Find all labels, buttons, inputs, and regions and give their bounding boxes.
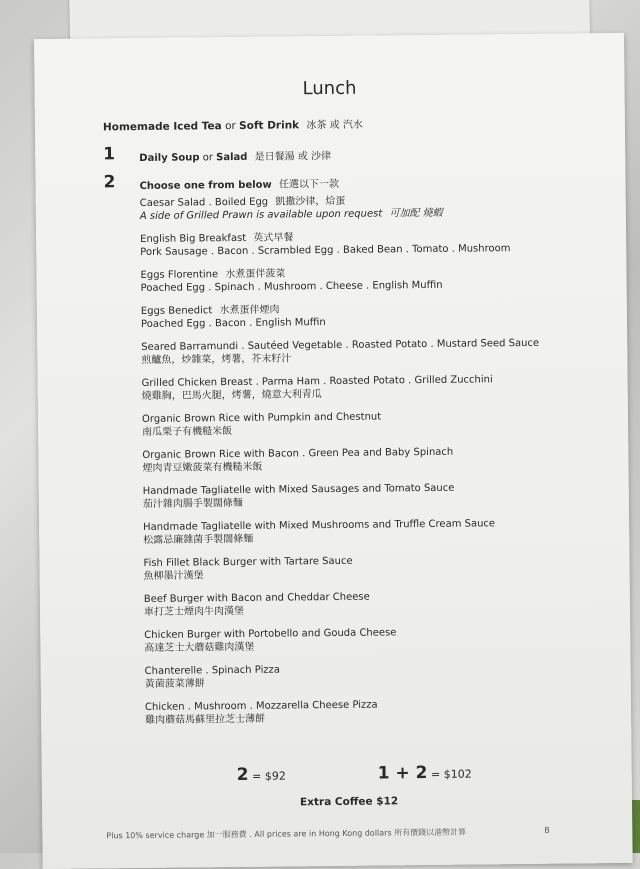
set-1-2-label: 1 + 2 bbox=[377, 763, 428, 784]
item-name: English Big Breakfast bbox=[140, 232, 247, 245]
item-zh: 雞肉蘑菇馬蘇里拉芝士薄餅 bbox=[145, 713, 266, 726]
set-2-label: 2 bbox=[236, 764, 249, 786]
item-name: Chicken Burger with Portobello and Gouda Cheese bbox=[144, 627, 397, 641]
drinks-option-1: Homemade Iced Tea bbox=[102, 120, 222, 134]
menu-item bbox=[144, 625, 584, 655]
item-zh: 茄汁雜肉腸手製闊條麵 bbox=[142, 497, 243, 510]
item-zh: 南瓜栗子有機糙米飯 bbox=[142, 425, 233, 438]
course-1-line bbox=[139, 147, 331, 164]
course-2-zh: 任選以下一款 bbox=[278, 178, 340, 191]
item-note: A side of Grilled Prawn is available upon request bbox=[139, 207, 383, 222]
item-name: Seared Barramundi . Sautéed Vegetable . Roasted Potato . Mustard Seed Sauce bbox=[141, 337, 540, 353]
menu-item bbox=[142, 445, 582, 475]
item-zh: 煎鱸魚，炒雜菜，烤薯，芥末籽汁 bbox=[141, 352, 292, 366]
menu-item bbox=[141, 301, 581, 331]
item-name: Fish Fillet Black Burger with Tartare Sauce bbox=[143, 555, 353, 569]
page-mark: B bbox=[544, 825, 550, 835]
menu-item bbox=[145, 661, 585, 691]
item-name: Organic Brown Rice with Bacon . Green Pea and Baby Spinach bbox=[142, 446, 454, 461]
footer-note: Plus 10% service charge 加一服務費 . All prices are in Hong Kong dollars 所有價錢以港幣計算 bbox=[106, 827, 467, 841]
course-1-number: 1 bbox=[103, 144, 116, 165]
set-2-amount: = $92 bbox=[252, 769, 286, 783]
course-1-option-1: Daily Soup bbox=[139, 152, 200, 164]
item-name: Beef Burger with Bacon and Cheddar Cheese bbox=[143, 591, 370, 605]
menu-item bbox=[143, 517, 583, 547]
item-name: Eggs Florentine bbox=[140, 269, 219, 281]
item-zh: 水煮蛋伴菠菜 bbox=[225, 268, 286, 281]
item-details: Pork Sausage . Bacon . Scrambled Egg . Baked Bean . Tomato . Mushroom bbox=[140, 242, 511, 258]
course-1-option-2: Salad bbox=[216, 151, 248, 164]
extra-coffee: Extra Coffee $12 bbox=[299, 795, 399, 809]
menu-item bbox=[143, 553, 583, 583]
drinks-zh: 冰茶 或 汽水 bbox=[306, 119, 363, 132]
menu-item bbox=[140, 265, 580, 295]
menu-item bbox=[142, 373, 582, 403]
item-zh: 高達芝士大蘑菇雞肉漢堡 bbox=[144, 641, 255, 654]
menu-item bbox=[141, 337, 581, 367]
item-name: Grilled Chicken Breast . Parma Ham . Roasted Potato . Grilled Zucchini bbox=[141, 374, 493, 389]
item-name: Handmade Tagliatelle with Mixed Mushrooms and Truffle Cream Sauce bbox=[143, 518, 496, 533]
course-1-or: or bbox=[202, 152, 214, 164]
item-zh: 黃菌菠菜薄餅 bbox=[144, 677, 205, 690]
menu-item bbox=[142, 409, 582, 439]
drinks-option-2: Soft Drink bbox=[239, 119, 300, 132]
item-zh: 松露忌廉雜菌手製闊條麵 bbox=[143, 533, 254, 546]
item-name: Chanterelle . Spinach Pizza bbox=[144, 664, 281, 677]
item-details: Poached Egg . Spinach . Mushroom . Cheese . English Muffin bbox=[140, 279, 443, 294]
menu-item bbox=[145, 697, 585, 727]
item-name: Caesar Salad . Boiled Egg bbox=[139, 196, 269, 209]
item-zh: 水煮蛋伴煙肉 bbox=[219, 304, 280, 317]
course-1-zh: 是日餐湯 或 沙律 bbox=[254, 150, 332, 163]
set-1-2-amount: = $102 bbox=[430, 767, 472, 781]
menu-items bbox=[140, 193, 586, 738]
item-zh: 車打芝士煙肉牛肉漢堡 bbox=[143, 605, 245, 618]
set-2-price bbox=[237, 764, 286, 785]
course-2-label: Choose one from below bbox=[139, 179, 272, 192]
item-name: Organic Brown Rice with Pumpkin and Chestnut bbox=[141, 411, 382, 425]
item-zh: 魚柳墨汁漢堡 bbox=[143, 569, 204, 582]
item-name: Chicken . Mushroom . Mozzarella Cheese Pizza bbox=[144, 699, 378, 713]
drinks-or: or bbox=[224, 119, 236, 133]
menu-item bbox=[140, 229, 580, 259]
item-zh: 凱撒沙律，烚蛋 bbox=[275, 195, 346, 208]
course-2-line bbox=[139, 175, 339, 192]
item-zh: 燒雞胸，巴馬火腿，烤薯，燒意大利青瓜 bbox=[141, 388, 322, 402]
item-note-zh: 可加配 燒蝦 bbox=[389, 207, 443, 219]
item-zh: 煙肉青豆嫩菠菜有機糙米飯 bbox=[142, 461, 263, 474]
item-name: Handmade Tagliatelle with Mixed Sausages and Tomato Sauce bbox=[142, 482, 455, 497]
menu-item bbox=[144, 589, 584, 619]
menu-title: Lunch bbox=[302, 77, 357, 100]
item-details: Poached Egg . Bacon . English Muffin bbox=[140, 316, 326, 330]
menu-item bbox=[140, 193, 580, 223]
drinks-line bbox=[103, 116, 363, 134]
menu-sheet bbox=[34, 33, 633, 869]
set-1-2-price bbox=[378, 763, 472, 784]
menu-item bbox=[143, 481, 583, 511]
item-name: Eggs Benedict bbox=[140, 305, 213, 317]
course-2-number: 2 bbox=[103, 172, 116, 193]
item-zh: 英式早餐 bbox=[253, 232, 294, 244]
